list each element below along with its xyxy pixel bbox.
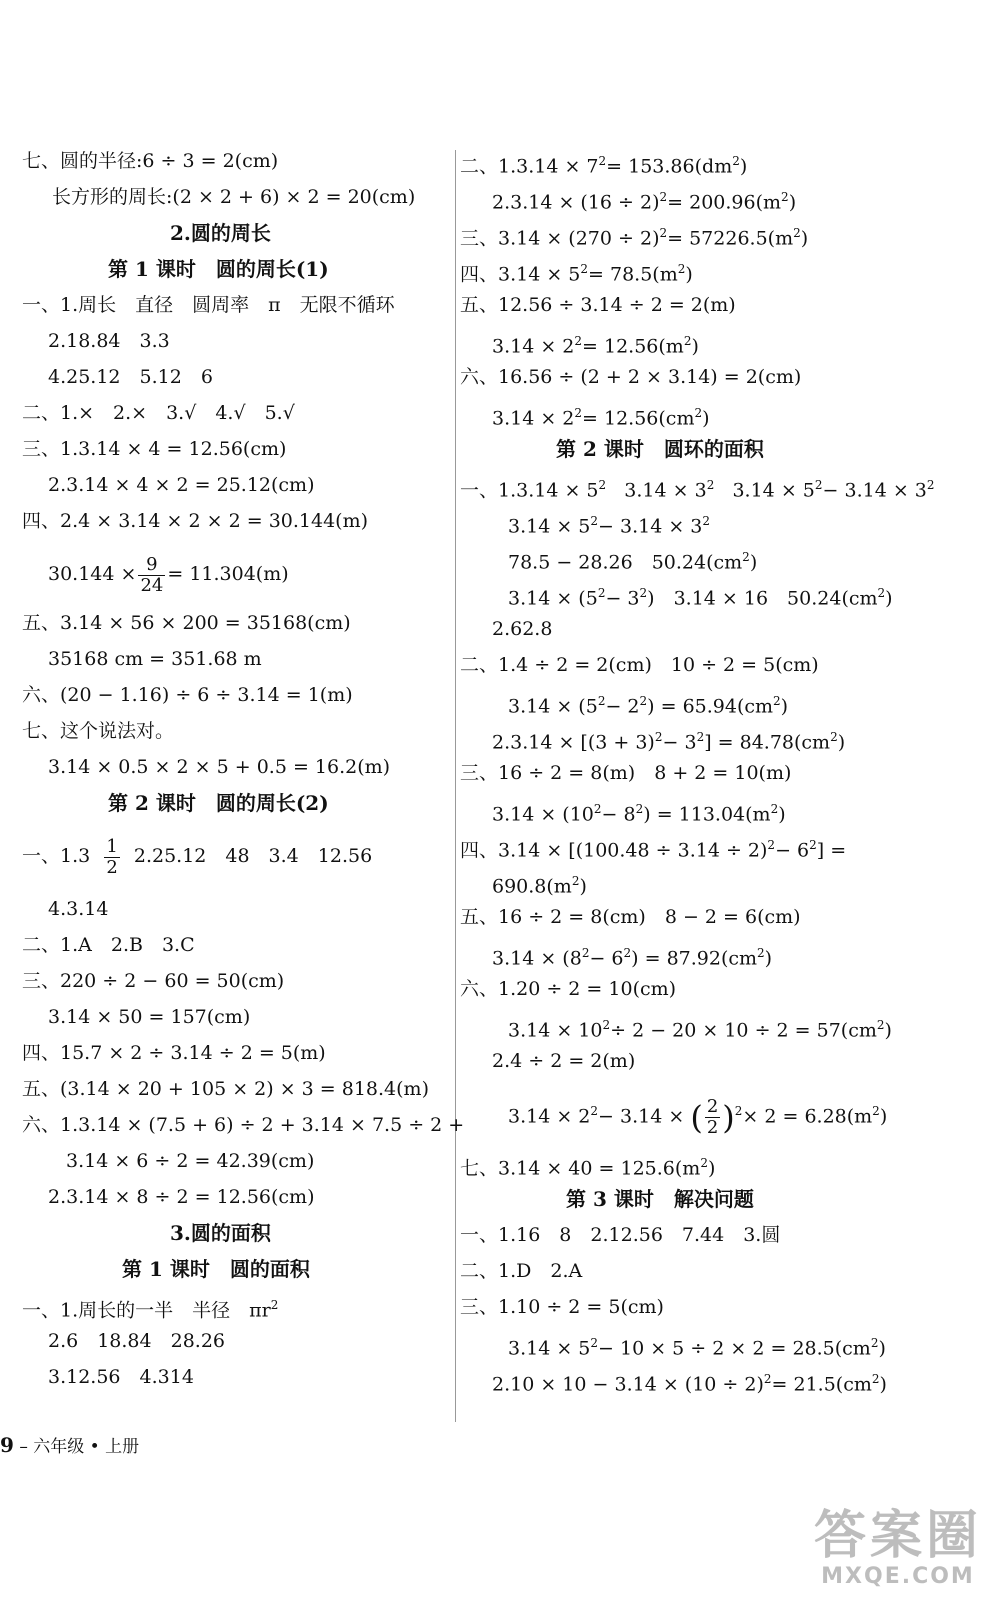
answer-line-fraction: $3.14 \times 2^2- 3.14$ × ( $\frac{2}{2}$ )$^2\times 2 = 6.28(m^2)$ bbox=[508, 1095, 888, 1138]
answer-line: $3.14 \times 10^2\div 2 - 20 \times 10 \div 2 = 57(cm^2)$ bbox=[508, 1018, 892, 1042]
answer-line: 二、1.A 2.B 3.C bbox=[22, 934, 195, 956]
answer-line: $3.14 \times (5^2- 2^2) = 65.94(cm^2)$ bbox=[508, 694, 789, 718]
grade-label: 六年级 • 上册 bbox=[33, 1437, 140, 1457]
answer-line: 七、$3.14 \times 40 = 125.6(m^2)$ bbox=[460, 1156, 716, 1180]
answer-line: 七、这个说法对。 bbox=[22, 720, 175, 742]
answer-line: 三、1.3.14 × 4 = 12.56(cm) bbox=[22, 438, 287, 460]
answer-line: $3.14 \times 5^2- 3.14 \times 3^2$ bbox=[508, 514, 711, 538]
answer-line: 六、16.56 ÷ (2 + 2 × 3.14) = 2(cm) bbox=[460, 366, 802, 388]
answer-line: 二、1.× 2.× 3.√ 4.√ 5.√ bbox=[22, 402, 295, 424]
answer-line: 二、$1.3.14 \times 7^2= 153.86(dm^2)$ bbox=[460, 154, 748, 178]
lesson-heading: 第 1 课时 圆的周长(1) bbox=[108, 257, 329, 281]
page-number: 9 bbox=[0, 1433, 14, 1457]
answer-line-fraction: 30.144 × $\frac{9}{24}$ = 11.304(m) bbox=[48, 553, 289, 596]
answer-line: 一、$1.3.14 \times 5^2$ $3.14 \times 3^2$ $3.14 \times 5^2- 3.14 \times 3^2$ bbox=[460, 478, 935, 502]
answer-line: $2.10 \times 10 - 3.14 \times (10 \div 2)^2= 21.5(cm^2)$ bbox=[492, 1372, 887, 1396]
answer-line: 三、1.10 ÷ 2 = 5(cm) bbox=[460, 1296, 664, 1318]
answer-line: $3.14 \times 2^2= 12.56(cm^2)$ bbox=[492, 406, 710, 430]
answer-line: 五、3.14 × 56 × 200 = 35168(cm) bbox=[22, 612, 351, 634]
lesson-heading: 第 1 课时 圆的面积 bbox=[122, 1257, 310, 1281]
answer-line: 4.25.12 5.12 6 bbox=[48, 366, 213, 388]
answer-line: 四、$3.14 \times 5^2= 78.5(m^2)$ bbox=[460, 262, 693, 286]
answer-line: 五、16 ÷ 2 = 8(cm) 8 − 2 = 6(cm) bbox=[460, 906, 801, 928]
fraction: $\frac{9}{24}$ bbox=[140, 553, 164, 596]
answer-line: 六、1.3.14 × (7.5 + 6) ÷ 2 + 3.14 × 7.5 ÷ 2 + bbox=[22, 1114, 465, 1136]
answer-line: 2.6 18.84 28.26 bbox=[48, 1330, 226, 1352]
answer-line: $3.14 \times 5^2- 10 \times 5 \div 2 \times 2 = 28.5(cm^2)$ bbox=[508, 1336, 886, 1360]
answer-line: 2.62.8 bbox=[492, 618, 553, 640]
column-divider bbox=[455, 150, 456, 1422]
answer-line: 七、圆的半径:6 ÷ 3 = 2(cm) bbox=[22, 150, 279, 172]
answer-line: 2.3.14 × 8 ÷ 2 = 12.56(cm) bbox=[48, 1186, 315, 1208]
answer-line: $2.3.14 \times [(3 + 3)^2- 3^2] = 84.78(cm^2)$ bbox=[492, 730, 846, 754]
answer-line: 35168 cm = 351.68 m bbox=[48, 648, 262, 670]
answer-line: 四、$3.14 \times [(100.48 \div 3.14 \div 2)^2- 6^2]$ = bbox=[460, 838, 847, 862]
answer-line: 2.3.14 × 4 × 2 = 25.12(cm) bbox=[48, 474, 315, 496]
fraction: $\frac{1}{2}$ bbox=[106, 835, 118, 878]
answer-line: 3.12.56 4.314 bbox=[48, 1366, 194, 1388]
answer-line: 六、1.20 ÷ 2 = 10(cm) bbox=[460, 978, 677, 1000]
answer-line: 78.5 − 28.26 $50.24(cm^2)$ bbox=[508, 550, 758, 574]
lesson-heading: 第 3 课时 解决问题 bbox=[566, 1187, 754, 1211]
answer-line: 一、1.周长的一半 半径 $\pi r^2$ bbox=[22, 1298, 279, 1322]
watermark-logo: 答案圈 MXQE.COM bbox=[813, 1506, 982, 1589]
answer-line: $2.3.14 \times (16 \div 2)^2= 200.96(m^2)$ bbox=[492, 190, 797, 214]
answer-line-fraction: 一、1.3 $\frac{1}{2}$ 2.25.12 48 3.4 12.56 bbox=[22, 835, 373, 878]
answer-line: 五、(3.14 × 20 + 105 × 2) × 3 = 818.4(m) bbox=[22, 1078, 429, 1100]
answer-line: 3.14 × 6 ÷ 2 = 42.39(cm) bbox=[66, 1150, 315, 1172]
answer-line: 长方形的周长:(2 × 2 + 6) × 2 = 20(cm) bbox=[52, 186, 416, 208]
page-footer: 9 – 六年级 • 上册 bbox=[0, 1433, 140, 1457]
lesson-heading: 第 2 课时 圆的周长(2) bbox=[108, 791, 329, 815]
section-heading: 2.圆的周长 bbox=[170, 221, 271, 245]
section-heading: 3.圆的面积 bbox=[170, 1221, 271, 1245]
answer-line: 3.14 × 50 = 157(cm) bbox=[48, 1006, 251, 1028]
answer-line: 六、(20 − 1.16) ÷ 6 ÷ 3.14 = 1(m) bbox=[22, 684, 353, 706]
fraction: $\frac{2}{2}$ bbox=[706, 1095, 719, 1138]
answer-line: 四、2.4 × 3.14 × 2 × 2 = 30.144(m) bbox=[22, 510, 369, 532]
answer-line: 三、16 ÷ 2 = 8(m) 8 + 2 = 10(m) bbox=[460, 762, 792, 784]
answer-line: 二、1.D 2.A bbox=[460, 1260, 583, 1282]
answer-line: $690.8(m^2)$ bbox=[492, 874, 587, 898]
answer-line: 三、$3.14 \times (270 \div 2)^2= 57226.5(m^2)$ bbox=[460, 226, 809, 250]
answer-line: 2.18.84 3.3 bbox=[48, 330, 170, 352]
answer-line: 四、15.7 × 2 ÷ 3.14 ÷ 2 = 5(m) bbox=[22, 1042, 326, 1064]
answer-line: 3.14 × 0.5 × 2 × 5 + 0.5 = 16.2(m) bbox=[48, 756, 391, 778]
answer-line: 三、220 ÷ 2 − 60 = 50(cm) bbox=[22, 970, 285, 992]
answer-line: 一、1.16 8 2.12.56 7.44 3.圆 bbox=[460, 1224, 781, 1246]
answer-line: $3.14 \times (5^2- 3^2)$ 3.14 × 16 $50.24(cm^2)$ bbox=[508, 586, 893, 610]
answer-line: 五、12.56 ÷ 3.14 ÷ 2 = 2(m) bbox=[460, 294, 736, 316]
answer-line: 2.4 ÷ 2 = 2(m) bbox=[492, 1050, 636, 1072]
answer-line: 二、1.4 ÷ 2 = 2(cm) 10 ÷ 2 = 5(cm) bbox=[460, 654, 819, 676]
answer-line: $3.14 \times 2^2= 12.56(m^2)$ bbox=[492, 334, 699, 358]
answer-line: $3.14 \times (10^2- 8^2) = 113.04(m^2)$ bbox=[492, 802, 786, 826]
answer-line: 4.3.14 bbox=[48, 898, 109, 920]
answer-line: $3.14 \times (8^2- 6^2) = 87.92(cm^2)$ bbox=[492, 946, 773, 970]
lesson-heading: 第 2 课时 圆环的面积 bbox=[556, 437, 764, 461]
answer-line: 一、1.周长 直径 圆周率 π 无限不循环 bbox=[22, 294, 395, 316]
